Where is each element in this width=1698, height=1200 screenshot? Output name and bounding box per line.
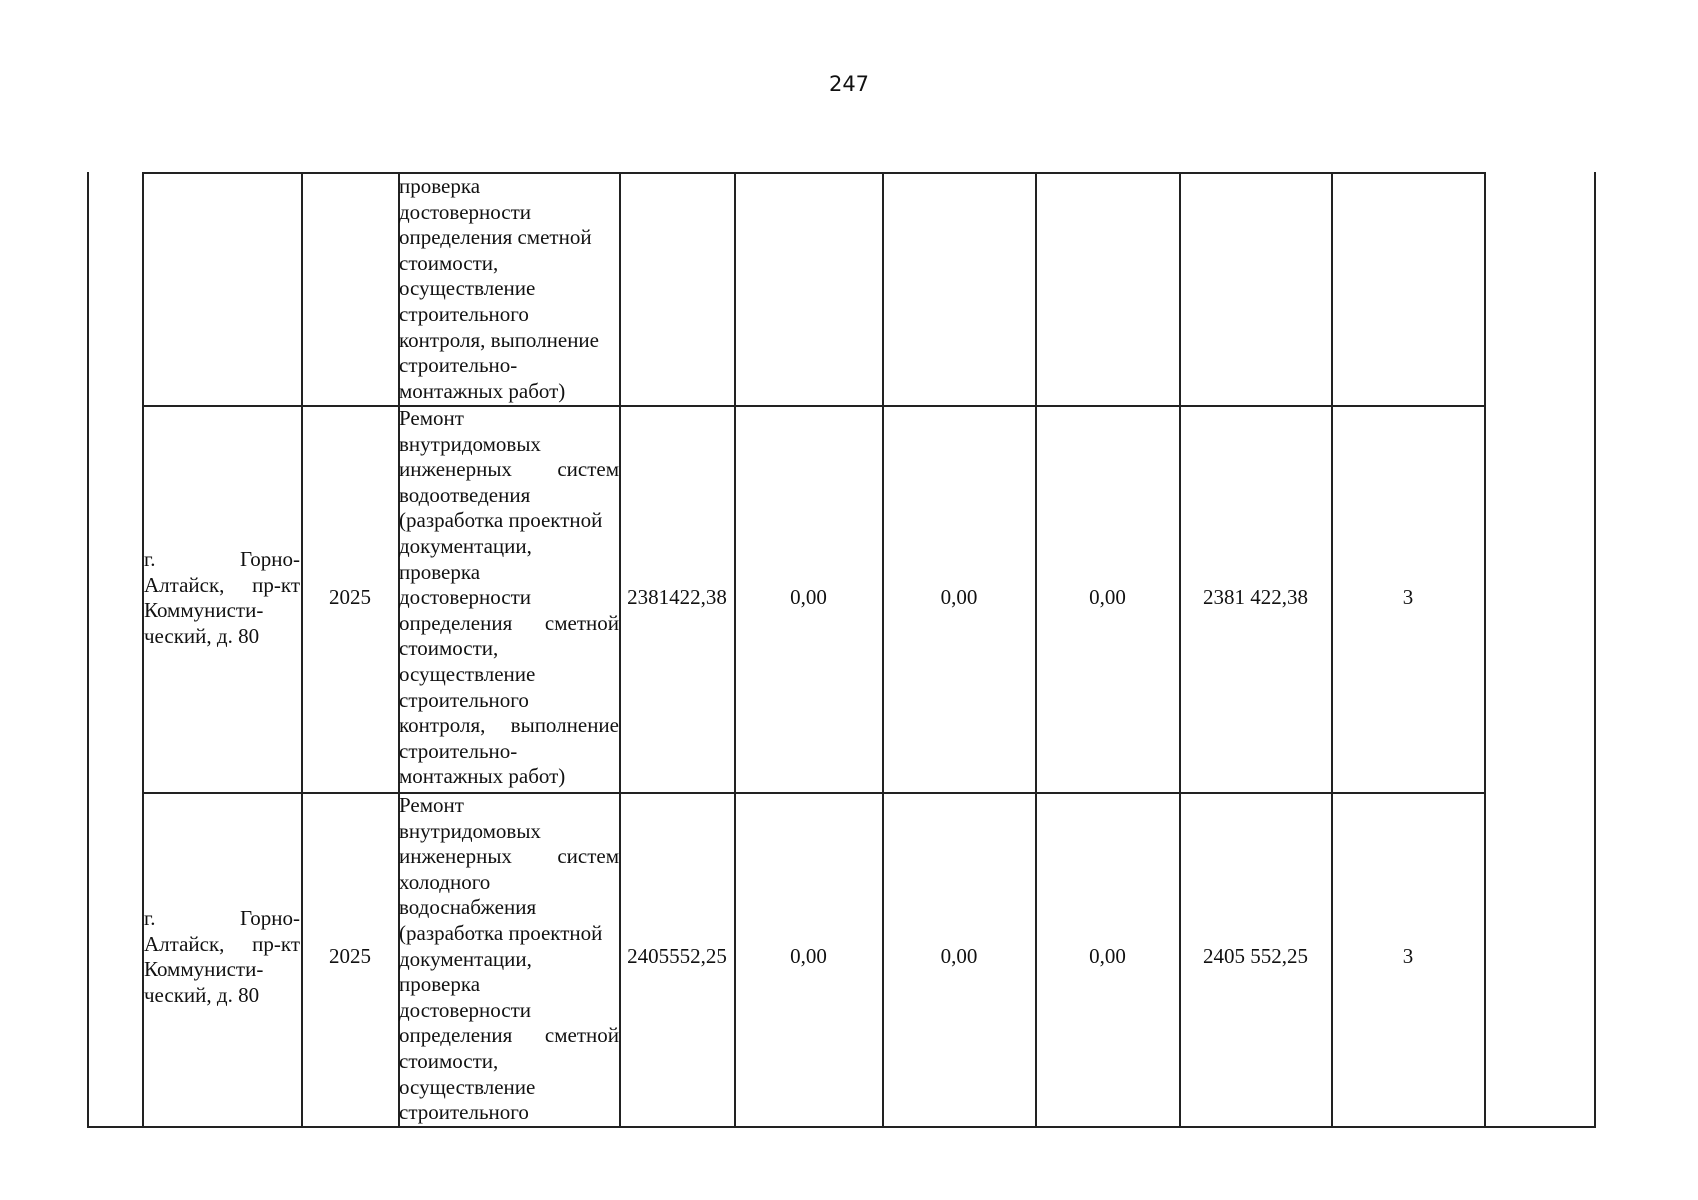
table-column-divider [882, 172, 884, 1128]
description-line: проверка [399, 559, 481, 584]
address-cell [144, 547, 300, 649]
address-line: Коммунисти- [144, 957, 264, 982]
address-line: Алтайск, пр-кт [144, 931, 300, 956]
table-row-divider [142, 792, 1485, 794]
description-line: строительного [399, 1100, 529, 1125]
value-cell: 0,00 [940, 944, 978, 969]
table-border-left [87, 172, 89, 1128]
description-line: стоимости, [399, 1048, 499, 1073]
description-line: монтажных работ) [399, 764, 566, 789]
value-cell: 3 [1402, 944, 1414, 969]
table-row-top-border [142, 172, 1485, 174]
page-number: 247 [828, 72, 870, 96]
address-line: ческий, д. 80 [144, 623, 260, 648]
description-line: (разработка проектной [399, 920, 603, 945]
value-cell: 0,00 [1089, 585, 1126, 610]
description-line: стоимости, [399, 636, 499, 661]
description-line: водоснабжения [399, 895, 537, 920]
description-line: проверка [399, 174, 481, 198]
description-line: строительно- [399, 738, 518, 763]
description-line: стоимости, [399, 250, 499, 275]
description-line: Ремонт [399, 406, 464, 430]
description-line: строительного [399, 687, 529, 712]
table-border-right [1594, 172, 1596, 1128]
description-line [399, 225, 619, 251]
value-cell: 2405 552,25 [1203, 944, 1308, 969]
description-cell [399, 406, 619, 790]
year-cell: 2025 [329, 944, 371, 969]
description-line: монтажных работ) [399, 378, 566, 403]
description-line: (разработка проектной [399, 508, 603, 533]
address-cell [144, 906, 300, 1008]
description-line: документации, [399, 946, 532, 971]
value-cell: 0,00 [940, 585, 978, 610]
description-line: контроля, выполнение [399, 327, 599, 352]
table-bottom-border [87, 1126, 1596, 1128]
table-column-divider [1484, 172, 1486, 1128]
value-cell: 3 [1402, 585, 1414, 610]
description-line: документации, [399, 533, 532, 558]
description-line: достоверности [399, 585, 532, 610]
description-line: осуществление [399, 661, 536, 686]
description-line: Ремонт [399, 793, 464, 817]
table-column-divider [1331, 172, 1333, 1128]
description-cell [399, 174, 619, 404]
address-line: ческий, д. 80 [144, 982, 260, 1007]
description-line: строительного [399, 301, 529, 326]
description-line: контроля, выполнение [399, 713, 619, 738]
value-cell: 0,00 [790, 585, 827, 610]
total-cost-cell: 2405552,25 [627, 944, 727, 969]
description-line: достоверности [399, 199, 532, 224]
description-line: внутридомовых [399, 431, 541, 456]
description-line-text: определения сметной [399, 225, 592, 250]
address-line: Алтайск, пр-кт [144, 572, 300, 597]
table-column-divider [734, 172, 736, 1128]
table-column-divider [301, 172, 303, 1128]
address-line: г. Горно- [144, 547, 300, 571]
description-line: инженерных систем [399, 457, 619, 482]
table-column-divider [619, 172, 621, 1128]
table-column-divider [1035, 172, 1037, 1128]
description-line: холодного [399, 869, 491, 894]
value-cell: 0,00 [790, 944, 827, 969]
description-line: определения сметной [399, 1023, 619, 1048]
description-line: строительно- [399, 353, 518, 378]
description-line: осуществление [399, 276, 536, 301]
total-cost-cell: 2381422,38 [627, 585, 727, 610]
description-line: инженерных систем [399, 844, 619, 869]
table-row-divider [142, 405, 1485, 407]
description-line: достоверности [399, 997, 532, 1022]
description-line: водоотведения [399, 482, 531, 507]
value-cell: 2381 422,38 [1203, 585, 1308, 610]
address-line: г. Горно- [144, 906, 300, 930]
description-line: определения сметной [399, 610, 619, 635]
year-cell: 2025 [329, 585, 371, 610]
description-line: внутридомовых [399, 818, 541, 843]
description-cell [399, 793, 619, 1126]
value-cell: 0,00 [1089, 944, 1126, 969]
description-line: проверка [399, 972, 481, 997]
address-line: Коммунисти- [144, 598, 264, 623]
description-line: осуществление [399, 1074, 536, 1099]
table-column-divider [1179, 172, 1181, 1128]
